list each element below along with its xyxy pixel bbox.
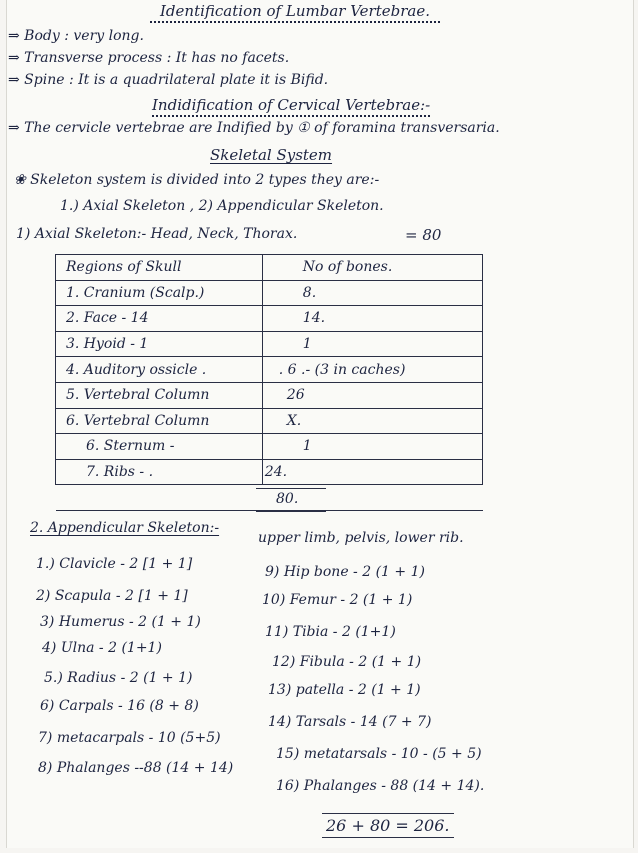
table-row (56, 408, 483, 434)
table-cell-region: 6. Vertebral Column (56, 408, 263, 434)
right-list-item: 12) Fibula - 2 (1 + 1) (272, 654, 422, 670)
axial-heading: 1) Axial Skeleton:- Head, Neck, Thorax. (16, 226, 298, 242)
left-list-item: 8) Phalanges --88 (14 + 14) (38, 760, 234, 776)
right-list-item: 10) Femur - 2 (1 + 1) (262, 592, 413, 608)
table-cell-region: 7. Ribs - . (56, 459, 263, 485)
right-list-item: 11) Tibia - 2 (1+1) (265, 624, 396, 640)
table-cell-count: 14. (262, 306, 482, 332)
right-list-item: 9) Hip bone - 2 (1 + 1) (265, 564, 425, 580)
cervical-point: ⇒ The cervicle vertebrae are Indified by ① of foramina transversaria. (8, 120, 500, 136)
table-row (56, 331, 483, 357)
skull-bones-table (55, 254, 483, 511)
table-row (56, 306, 483, 332)
skeleton-types: 1.) Axial Skeleton , 2) Appendicular Skeleton. (60, 198, 384, 214)
right-list-item: 14) Tarsals - 14 (7 + 7) (268, 714, 432, 730)
lumbar-point-transverse: ⇒ Transverse process : It has no facets. (8, 50, 290, 66)
appendicular-parts: upper limb, pelvis, lower rib. (258, 530, 464, 546)
left-list-item: 1.) Clavicle - 2 [1 + 1] (36, 556, 193, 572)
right-list-item: 15) metatarsals - 10 - (5 + 5) (276, 746, 482, 762)
left-list-item: 5.) Radius - 2 (1 + 1) (44, 670, 193, 686)
table-cell-count: 24. (262, 459, 482, 485)
table-row (56, 382, 483, 408)
right-list-item: 13) patella - 2 (1 + 1) (268, 682, 421, 698)
lumbar-title: Identification of Lumbar Vertebrae. (150, 2, 440, 23)
table-cell-region: 1. Cranium (Scalp.) (56, 280, 263, 306)
left-list-item: 6) Carpals - 16 (8 + 8) (40, 698, 199, 714)
cervical-title: Indidification of Cervical Vertebrae:- (152, 96, 430, 117)
table-row (56, 357, 483, 383)
table-row (56, 459, 483, 485)
table-total: 80. (276, 491, 299, 507)
table-cell-count: 8. (262, 280, 482, 306)
header-bones: No of bones. (262, 255, 482, 281)
lumbar-point-spine: ⇒ Spine : It is a quadrilateral plate it is Bifid. (8, 72, 329, 88)
table-blank-cell (56, 485, 263, 511)
table-cell-count: X. (262, 408, 482, 434)
left-list-item: 2) Scapula - 2 [1 + 1] (36, 588, 188, 604)
table-cell-region: 4. Auditory ossicle . (56, 357, 263, 383)
lumbar-point-body: ⇒ Body : very long. (8, 28, 144, 44)
left-list-item: 4) Ulna - 2 (1+1) (42, 640, 162, 656)
table-cell-region: 5. Vertebral Column (56, 382, 263, 408)
table-cell-region: 2. Face - 14 (56, 306, 263, 332)
skeletal-title: Skeletal System (210, 146, 333, 164)
header-regions: Regions of Skull (56, 255, 263, 281)
left-list-item: 3) Humerus - 2 (1 + 1) (40, 614, 201, 630)
left-list-item: 7) metacarpals - 10 (5+5) (38, 730, 221, 746)
appendicular-heading: 2. Appendicular Skeleton:- (30, 520, 220, 536)
table-row (56, 280, 483, 306)
table-row (56, 434, 483, 460)
right-list-item: 16) Phalanges - 88 (14 + 14). (276, 778, 485, 794)
table-header-row (56, 255, 483, 281)
table-cell-count: 1 (262, 331, 482, 357)
skeleton-intro: ❀ Skeleton system is divided into 2 types they are:- (14, 172, 380, 188)
table-cell-region: 3. Hyoid - 1 (56, 331, 263, 357)
table-cell-count: . 6 .- (3 in caches) (262, 357, 482, 383)
table-cell-count: 1 (262, 434, 482, 460)
table-cell-count: 26 (262, 382, 482, 408)
final-sum: 26 + 80 = 206. (322, 813, 454, 838)
table-cell-region: 6. Sternum - (56, 434, 263, 460)
axial-total: = 80 (405, 226, 442, 244)
